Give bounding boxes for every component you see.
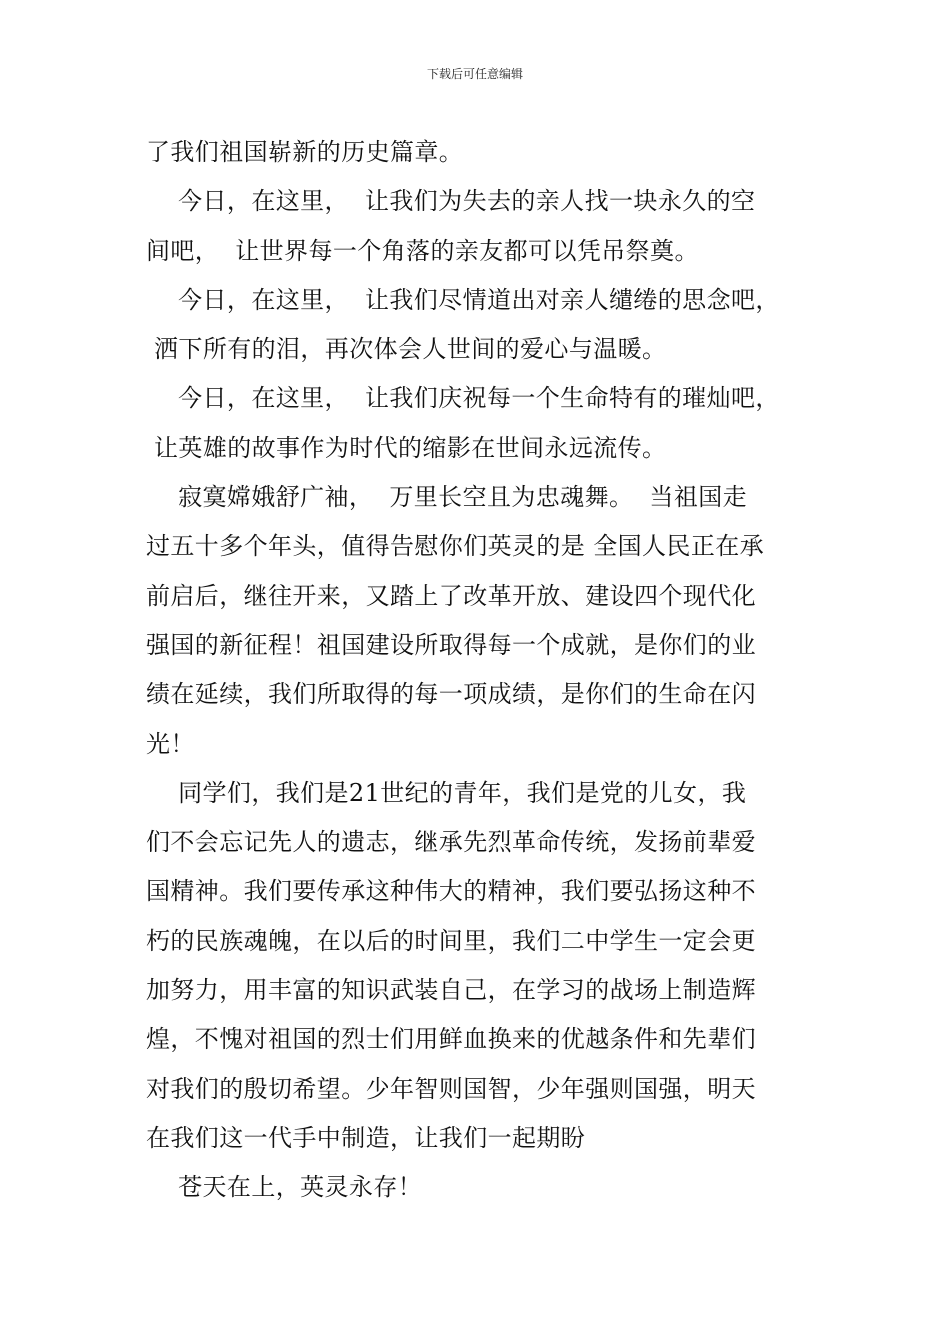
- text-line: 们不会忘记先人的遗志，继承先烈革命传统，发扬前辈爱: [146, 828, 756, 857]
- text-line: 光！: [146, 729, 195, 758]
- text-line: 苍天在上，英灵永存！: [146, 1173, 423, 1202]
- text-line: 今日，在这里， 让我们为失去的亲人找一块永久的空: [146, 187, 756, 216]
- text-line: 前启后，继往开来，又踏上了改革开放、建设四个现代化: [146, 581, 756, 610]
- text-line: 强国的新征程！祖国建设所取得每一个成就，是你们的业: [146, 630, 756, 659]
- text-line: 今日，在这里， 让我们庆祝每一个生命特有的璀灿吧，: [146, 384, 780, 413]
- document-body: [146, 128, 826, 1213]
- text-line: 加努力，用丰富的知识武装自己，在学习的战场上制造辉: [146, 976, 756, 1005]
- text-line: 煌，不愧对祖国的烈士们用鲜血换来的优越条件和先辈们: [146, 1025, 756, 1054]
- text-line: 过五十多个年头，值得告慰你们英灵的是 全国人民正在承: [146, 532, 765, 561]
- text-line: 了我们祖国崭新的历史篇章。: [146, 138, 464, 166]
- text-line: 在我们这一代手中制造，让我们一起期盼: [146, 1123, 586, 1152]
- text-line: 今日，在这里， 让我们尽情道出对亲人缱绻的思念吧，: [146, 285, 780, 314]
- text-line: 洒下所有的泪，再次体会人世间的爱心与温暖。: [146, 335, 667, 364]
- text-line: 同学们，我们是21世纪的青年，我们是党的儿女，我: [146, 778, 747, 807]
- page-header-note: 下载后可任意编辑: [426, 67, 523, 81]
- text-line: 寂寞嫦娥舒广袖， 万里长空且为忠魂舞。 当祖国走: [146, 483, 748, 512]
- text-line: 国精神。我们要传承这种伟大的精神，我们要弘扬这种不: [146, 877, 756, 906]
- text-line: 让英雄的故事作为时代的缩影在世间永远流传。: [146, 433, 667, 462]
- text-line: 绩在延续，我们所取得的每一项成绩，是你们的生命在闪: [146, 680, 756, 709]
- text-line: 对我们的殷切希望。少年智则国智，少年强则国强，明天: [146, 1074, 756, 1103]
- text-line: 间吧， 让世界每一个角落的亲友都可以凭吊祭奠。: [146, 236, 699, 265]
- text-line: 朽的民族魂魄，在以后的时间里，我们二中学生一定会更: [146, 926, 756, 955]
